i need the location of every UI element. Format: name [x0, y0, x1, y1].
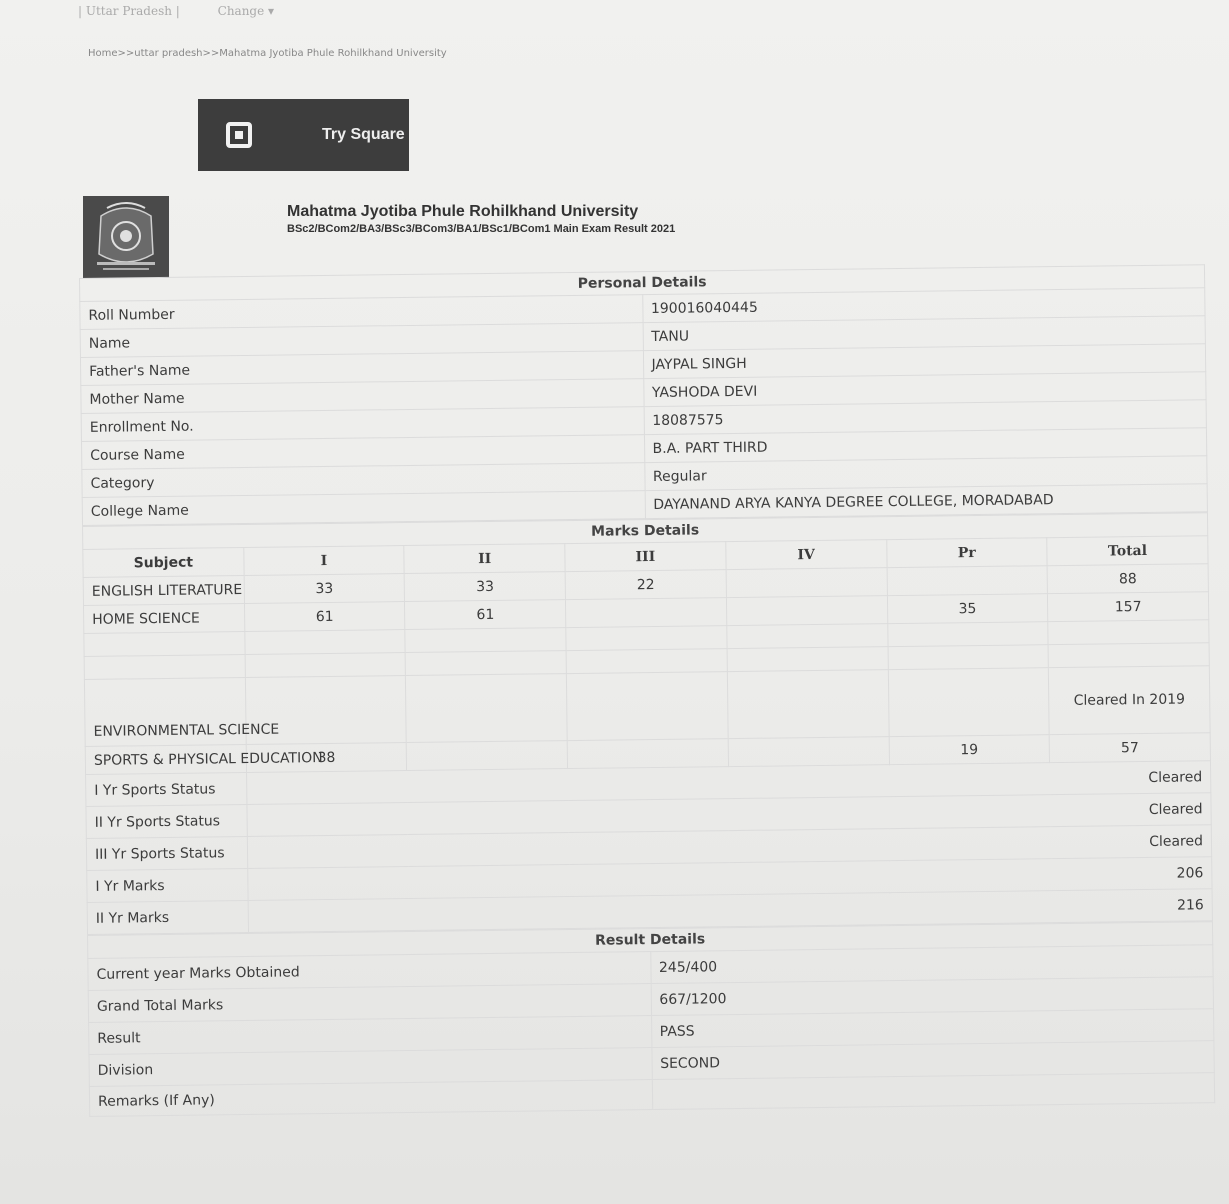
- top-nav: [78, 4, 308, 18]
- summary-value: Cleared: [246, 761, 1211, 805]
- grand-total-value: 667/1200: [651, 977, 1214, 1016]
- university-emblem-icon: [83, 196, 169, 278]
- result-value: PASS: [651, 1009, 1214, 1048]
- summary-label: I Yr Marks: [87, 868, 248, 902]
- college-label: College Name: [82, 491, 645, 526]
- remarks-label: Remarks (If Any): [89, 1080, 652, 1117]
- course-label: Course Name: [81, 435, 644, 470]
- category-label: Category: [82, 463, 645, 498]
- summary-value: Cleared: [247, 825, 1212, 869]
- subject-name: HOME SCIENCE: [84, 604, 245, 634]
- mark-total: 157: [1048, 592, 1209, 622]
- name-value: TANU: [643, 316, 1206, 351]
- total-header: Total: [1047, 536, 1208, 566]
- mark-iv: [726, 596, 887, 626]
- division-label: Division: [89, 1048, 652, 1087]
- summary-value: 206: [247, 857, 1212, 901]
- result-details-table: [87, 921, 1215, 1117]
- paper-iii-header: III: [565, 542, 726, 572]
- mark-iv: [728, 737, 889, 767]
- mark-pr: [887, 566, 1048, 596]
- result-details-title: Result Details: [88, 922, 1213, 959]
- practical-header: Pr: [886, 538, 1047, 568]
- exam-name: BSc2/BCom2/BA3/BSc3/BCom3/BA1/BSc1/BCom1 Main Exam Result 2021: [287, 223, 676, 235]
- mother-name-value: YASHODA DEVI: [643, 372, 1206, 407]
- name-label: Name: [80, 323, 643, 358]
- mark-ii: 33: [405, 572, 566, 602]
- mark-total: 57: [1049, 733, 1210, 763]
- roll-number-label: Roll Number: [80, 295, 643, 330]
- change-state-link[interactable]: Change ▾: [217, 4, 275, 18]
- mark-i: 61: [244, 602, 405, 632]
- mark-i: 33: [244, 574, 405, 604]
- mark-ii: [406, 674, 568, 743]
- mark-pr: [888, 668, 1050, 737]
- summary-label: II Yr Marks: [87, 900, 248, 934]
- subject-name: ENVIRONMENTAL SCIENCE: [84, 678, 246, 747]
- paper-iv-header: IV: [726, 540, 887, 570]
- mark-i: 38: [246, 743, 407, 773]
- state-label: | Uttar Pradesh |: [78, 4, 180, 18]
- breadcrumb-trail[interactable]: Home>>uttar pradesh>>Mahatma Jyotiba Phule Rohilkhand University: [88, 48, 447, 59]
- result-sheet: [79, 264, 1215, 1117]
- category-value: Regular: [644, 456, 1207, 491]
- marks-details-title: Marks Details: [83, 513, 1208, 550]
- summary-label: III Yr Sports Status: [86, 836, 247, 870]
- current-marks-label: Current year Marks Obtained: [88, 952, 651, 991]
- subject-name: SPORTS & PHYSICAL EDUCATION: [85, 744, 246, 774]
- mark-pr: 35: [887, 594, 1048, 624]
- grand-total-label: Grand Total Marks: [88, 984, 651, 1023]
- mark-total: Cleared In 2019: [1049, 666, 1211, 735]
- college-value: DAYANAND ARYA KANYA DEGREE COLLEGE, MORADABAD: [645, 484, 1208, 519]
- enrollment-value: 18087575: [644, 400, 1207, 435]
- course-value: B.A. PART THIRD: [644, 428, 1207, 463]
- mark-iv: [727, 670, 889, 739]
- try-square-ad[interactable]: [198, 99, 409, 171]
- mark-iii: [566, 672, 728, 741]
- mark-iii: [567, 739, 728, 769]
- mark-total: 88: [1047, 564, 1208, 594]
- personal-details-table: [79, 264, 1208, 526]
- summary-value: 216: [248, 889, 1213, 933]
- paper-i-header: I: [244, 546, 405, 576]
- father-name-label: Father's Name: [80, 351, 643, 386]
- mark-ii: 61: [405, 600, 566, 630]
- mark-iii: [566, 598, 727, 628]
- father-name-value: JAYPAL SINGH: [643, 344, 1206, 379]
- marks-details-table: [82, 512, 1213, 935]
- current-marks-value: 245/400: [650, 945, 1213, 984]
- roll-number-value: 190016040445: [642, 288, 1205, 323]
- university-name: Mahatma Jyotiba Phule Rohilkhand University: [287, 203, 639, 220]
- breadcrumb: [88, 48, 447, 59]
- mark-ii: [407, 741, 568, 771]
- summary-label: I Yr Sports Status: [86, 772, 247, 806]
- ad-label: Try Square: [322, 126, 405, 143]
- mark-iii: 22: [565, 570, 726, 600]
- square-logo-icon: [226, 122, 252, 148]
- division-value: SECOND: [651, 1041, 1214, 1080]
- mark-iv: [726, 568, 887, 598]
- subject-header: Subject: [83, 548, 244, 578]
- result-label: Result: [89, 1016, 652, 1055]
- summary-value: Cleared: [247, 793, 1212, 837]
- remarks-value: [652, 1073, 1215, 1110]
- subject-name: ENGLISH LITERATURE: [83, 576, 244, 606]
- enrollment-label: Enrollment No.: [81, 407, 644, 442]
- paper-ii-header: II: [404, 544, 565, 574]
- summary-label: II Yr Sports Status: [86, 804, 247, 838]
- mark-pr: 19: [889, 735, 1050, 765]
- mother-name-label: Mother Name: [81, 379, 644, 414]
- personal-details-title: Personal Details: [80, 265, 1205, 302]
